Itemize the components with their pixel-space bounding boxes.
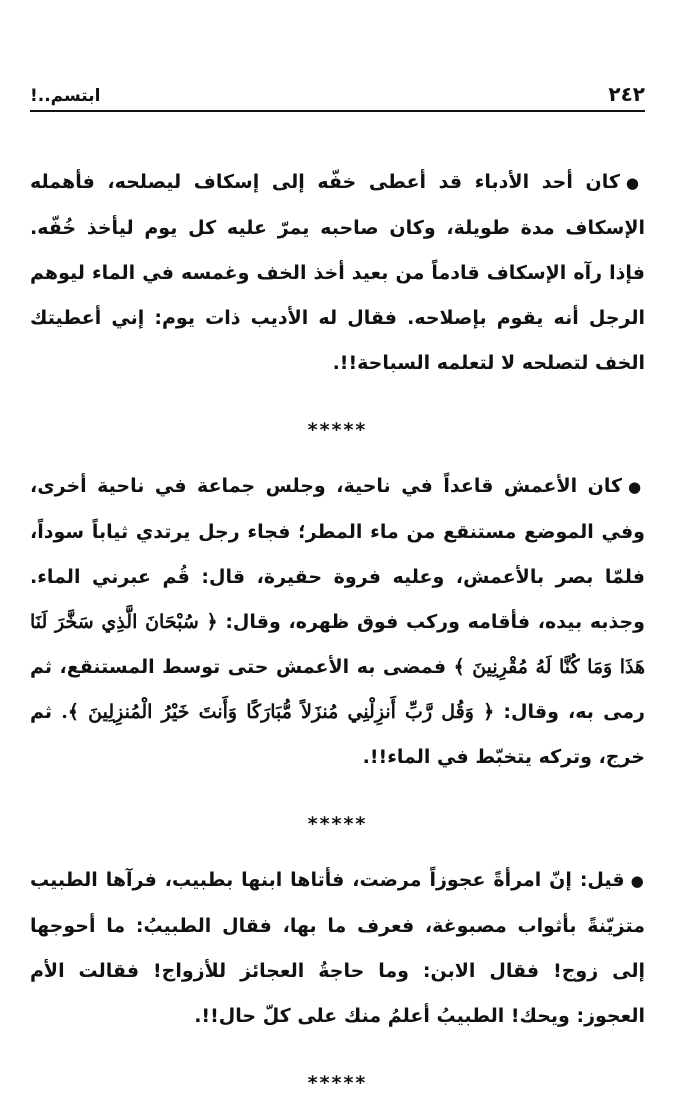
section-separator: *****	[307, 813, 368, 835]
bullet-icon: ●	[628, 478, 646, 496]
anecdote-1-text: كان أحد الأدباء قد أعطى خفّه إلى إسكاف ليصلحه، فأهمله الإسكاف مدة طويلة، وكان صاحبه يمرّ عليه كل يوم ليأخذ خُفّه. فإذا رآه الإسكاف قادماً من بعيد أخذ الخف وغمسه في الماء ليوهم الرجل أنه يقوم بإصلاحه. فقال له الأديب ذات يوم: إني أعطيتك الخف لتصلحه لا لتعلمه السباحة!!.	[30, 171, 645, 374]
section-separator: *****	[307, 419, 368, 441]
header-rule	[30, 110, 645, 112]
bullet-icon: ●	[625, 174, 645, 192]
anecdote-2-text-part1: كان الأعمش قاعداً في ناحية، وجلس جماعة في ناحية أخرى، وفي الموضع مستنقع من ماء المطر؛ فجاء رجل يرتدي ثياباً سوداً، فلمّا بصر بالأعمش، وعليه فروة حقيرة، قال: قُم عبرني الماء. وجذبه بيده، فأقامه وركب فوق ظهره، وقال:	[30, 475, 645, 633]
page-content	[30, 160, 645, 1117]
section-separator: *****	[307, 1072, 368, 1094]
quran-verse-2: ﴿ وَقُل رَّبِّ أَنزِلْنِي مُنزَلاً مُّبَارَكًا وَأَنتَ خَيْرُ الْمُنزِلِينَ ﴾.	[61, 701, 495, 723]
anecdote-2	[30, 464, 645, 780]
anecdote-3-text: قيل: إنّ امرأةً عجوزاً مرضت، فأتاها ابنها بطبيب، فرآها الطبيب متزيّنةً بأثواب مصبوغة، فعرف ما بها، فقال الطبيبُ: ما أحوجها إلى زوج! فقال الابن: وما حاجةُ العجائز للأزواج! فقالت الأم العجوز: ويحك! الطبيبُ أعلمُ منك على كلّ حال!!.	[30, 869, 645, 1027]
anecdote-2-text-part2: فمضى به الأعمش حتى توسط المستنقع، ثم رمى به، وقال:	[30, 656, 645, 723]
anecdote-3	[30, 858, 645, 1039]
anecdote-2-text-part3: ثم خرج، وتركه يتخبّط في الماء!!.	[30, 701, 645, 768]
page-header	[30, 80, 645, 106]
quran-verse-1: ﴿ سُبْحَانَ الَّذِي سَخَّرَ لَنَا هَذَا وَمَا كُنَّا لَهُ مُقْرِنِينَ ﴾	[30, 611, 646, 678]
page-number: ٢٤٢	[608, 82, 645, 106]
running-title: ابتسم..!	[30, 86, 101, 106]
bullet-icon: ●	[630, 872, 645, 890]
anecdote-1	[30, 160, 645, 386]
